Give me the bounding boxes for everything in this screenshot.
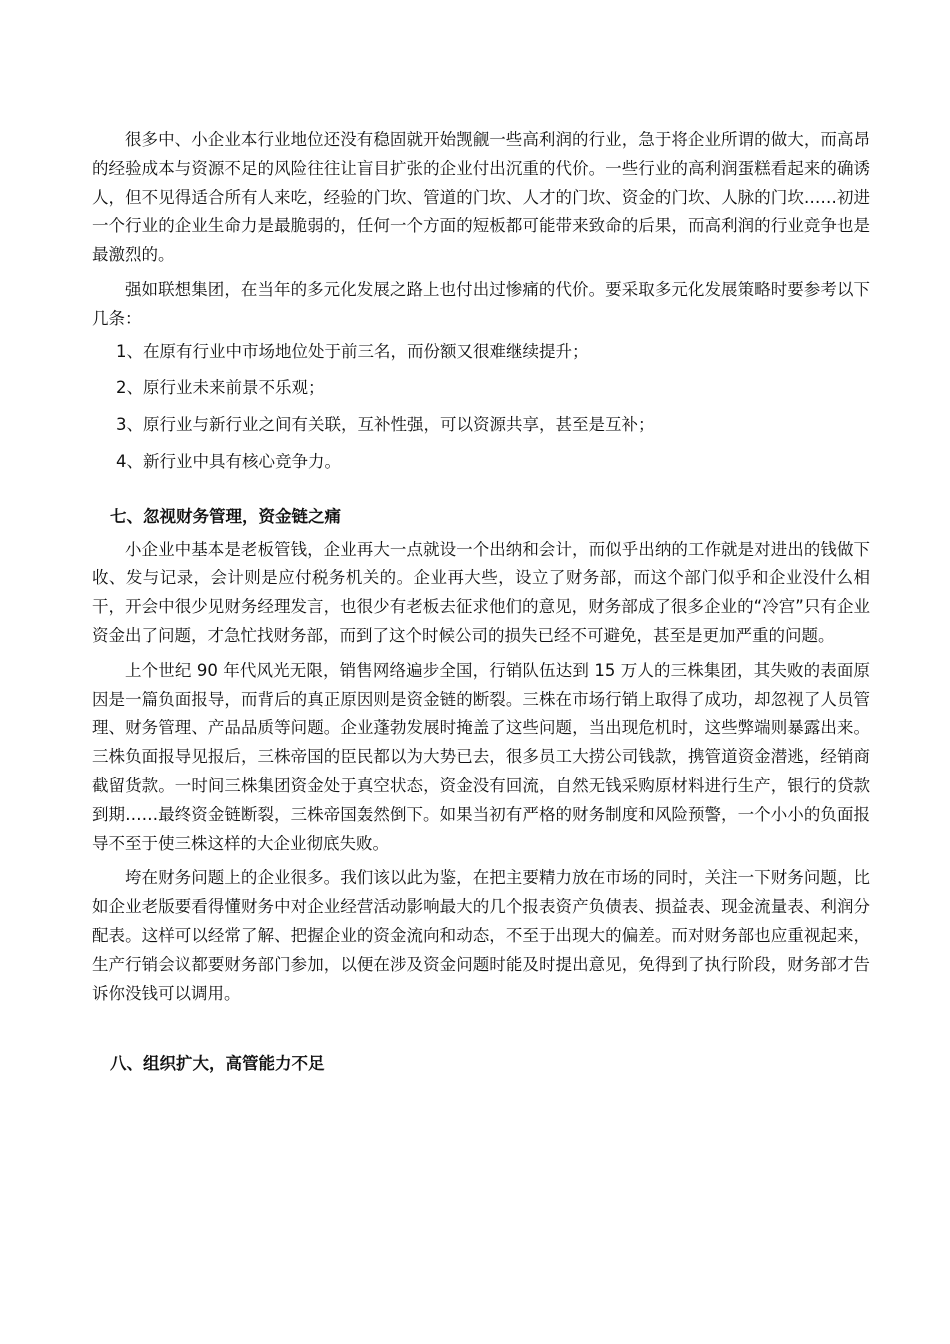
diversification-criteria-list bbox=[92, 338, 870, 477]
intro-paragraph-1: 很多中、小企业本行业地位还没有稳固就开始觊觎一些高利润的行业，急于将企业所谓的做大，而高昂的经验成本与资源不足的风险往往让盲目扩张的企业付出沉重的代价。一些行业的高利润蛋糕看起来的确诱人，但不见得适合所有人来吃，经验的门坎、管道的门坎、人才的门坎、资金的门坎、人脉的门坎……初进一个行业的企业生命力是最脆弱的，任何一个方面的短板都可能带来致命的后果，而高利润的行业竞争也是最激烈的。 bbox=[92, 130, 870, 265]
list-item: 4、新行业中具有核心竞争力。 bbox=[116, 451, 341, 471]
document-page bbox=[92, 126, 870, 1079]
section-7-paragraph-1: 小企业中基本是老板管钱，企业再大一点就设一个出纳和会计，而似乎出纳的工作就是对进出的钱做下收、发与记录，会计则是应付税务机关的。企业再大些，设立了财务部，而这个部门似乎和企业没什么相干，开会中很少见财务经理发言，也很少有老板去征求他们的意见，财务部成了很多企业的“冷宫”只有企业资金出了问题，才急忙找财务部，而到了这个时候公司的损失已经不可避免，甚至是更加严重的问题。 bbox=[92, 539, 870, 645]
section-7-heading: 七、忽视财务管理，资金链之痛 bbox=[110, 506, 341, 526]
list-item: 1、在原有行业中市场地位处于前三名，而份额又很难继续提升； bbox=[116, 341, 589, 361]
intro-paragraph-2: 强如联想集团，在当年的多元化发展之路上也付出过惨痛的代价。要采取多元化发展策略时要参考以下几条： bbox=[92, 279, 870, 328]
section-8-heading: 八、组织扩大，高管能力不足 bbox=[110, 1054, 325, 1074]
list-item: 2、原行业未来前景不乐观； bbox=[116, 378, 325, 398]
section-7-paragraph-3: 垮在财务问题上的企业很多。我们该以此为鉴，在把主要精力放在市场的同时，关注一下财务问题，比如企业老版要看得懂财务中对企业经营活动影响最大的几个报表资产负债表、损益表、现金流量表、利润分配表。这样可以经常了解、把握企业的资金流向和动态，不至于出现大的偏差。而对财务部也应重视起来，生产行销会议都要财务部门参加，以便在涉及资金问题时能及时提出意见，免得到了执行阶段，财务部才告诉你没钱可以调用。 bbox=[92, 868, 870, 1003]
section-7-paragraph-2: 上个世纪 90 年代风光无限，销售网络遍步全国，行销队伍达到 15 万人的三株集团，其失败的表面原因是一篇负面报导，而背后的真正原因则是资金链的断裂。三株在市场行销上取得了成功，却忽视了人员管理、财务管理、产品品质等问题。企业蓬勃发展时掩盖了这些问题，当出现危机时，这些弊端则暴露出来。三株负面报导见报后，三株帝国的臣民都以为大势已去，很多员工大捞公司钱款，携管道资金潜逃，经销商截留货款。一时间三株集团资金处于真空状态，资金没有回流，自然无钱采购原材料进行生产，银行的贷款到期……最终资金链断裂，三株帝国轰然倒下。如果当初有严格的财务制度和风险预警，一个小小的负面报导不至于使三株这样的大企业彻底失败。 bbox=[92, 660, 870, 853]
list-item: 3、原行业与新行业之间有关联，互补性强，可以资源共享，甚至是互补； bbox=[116, 415, 655, 435]
